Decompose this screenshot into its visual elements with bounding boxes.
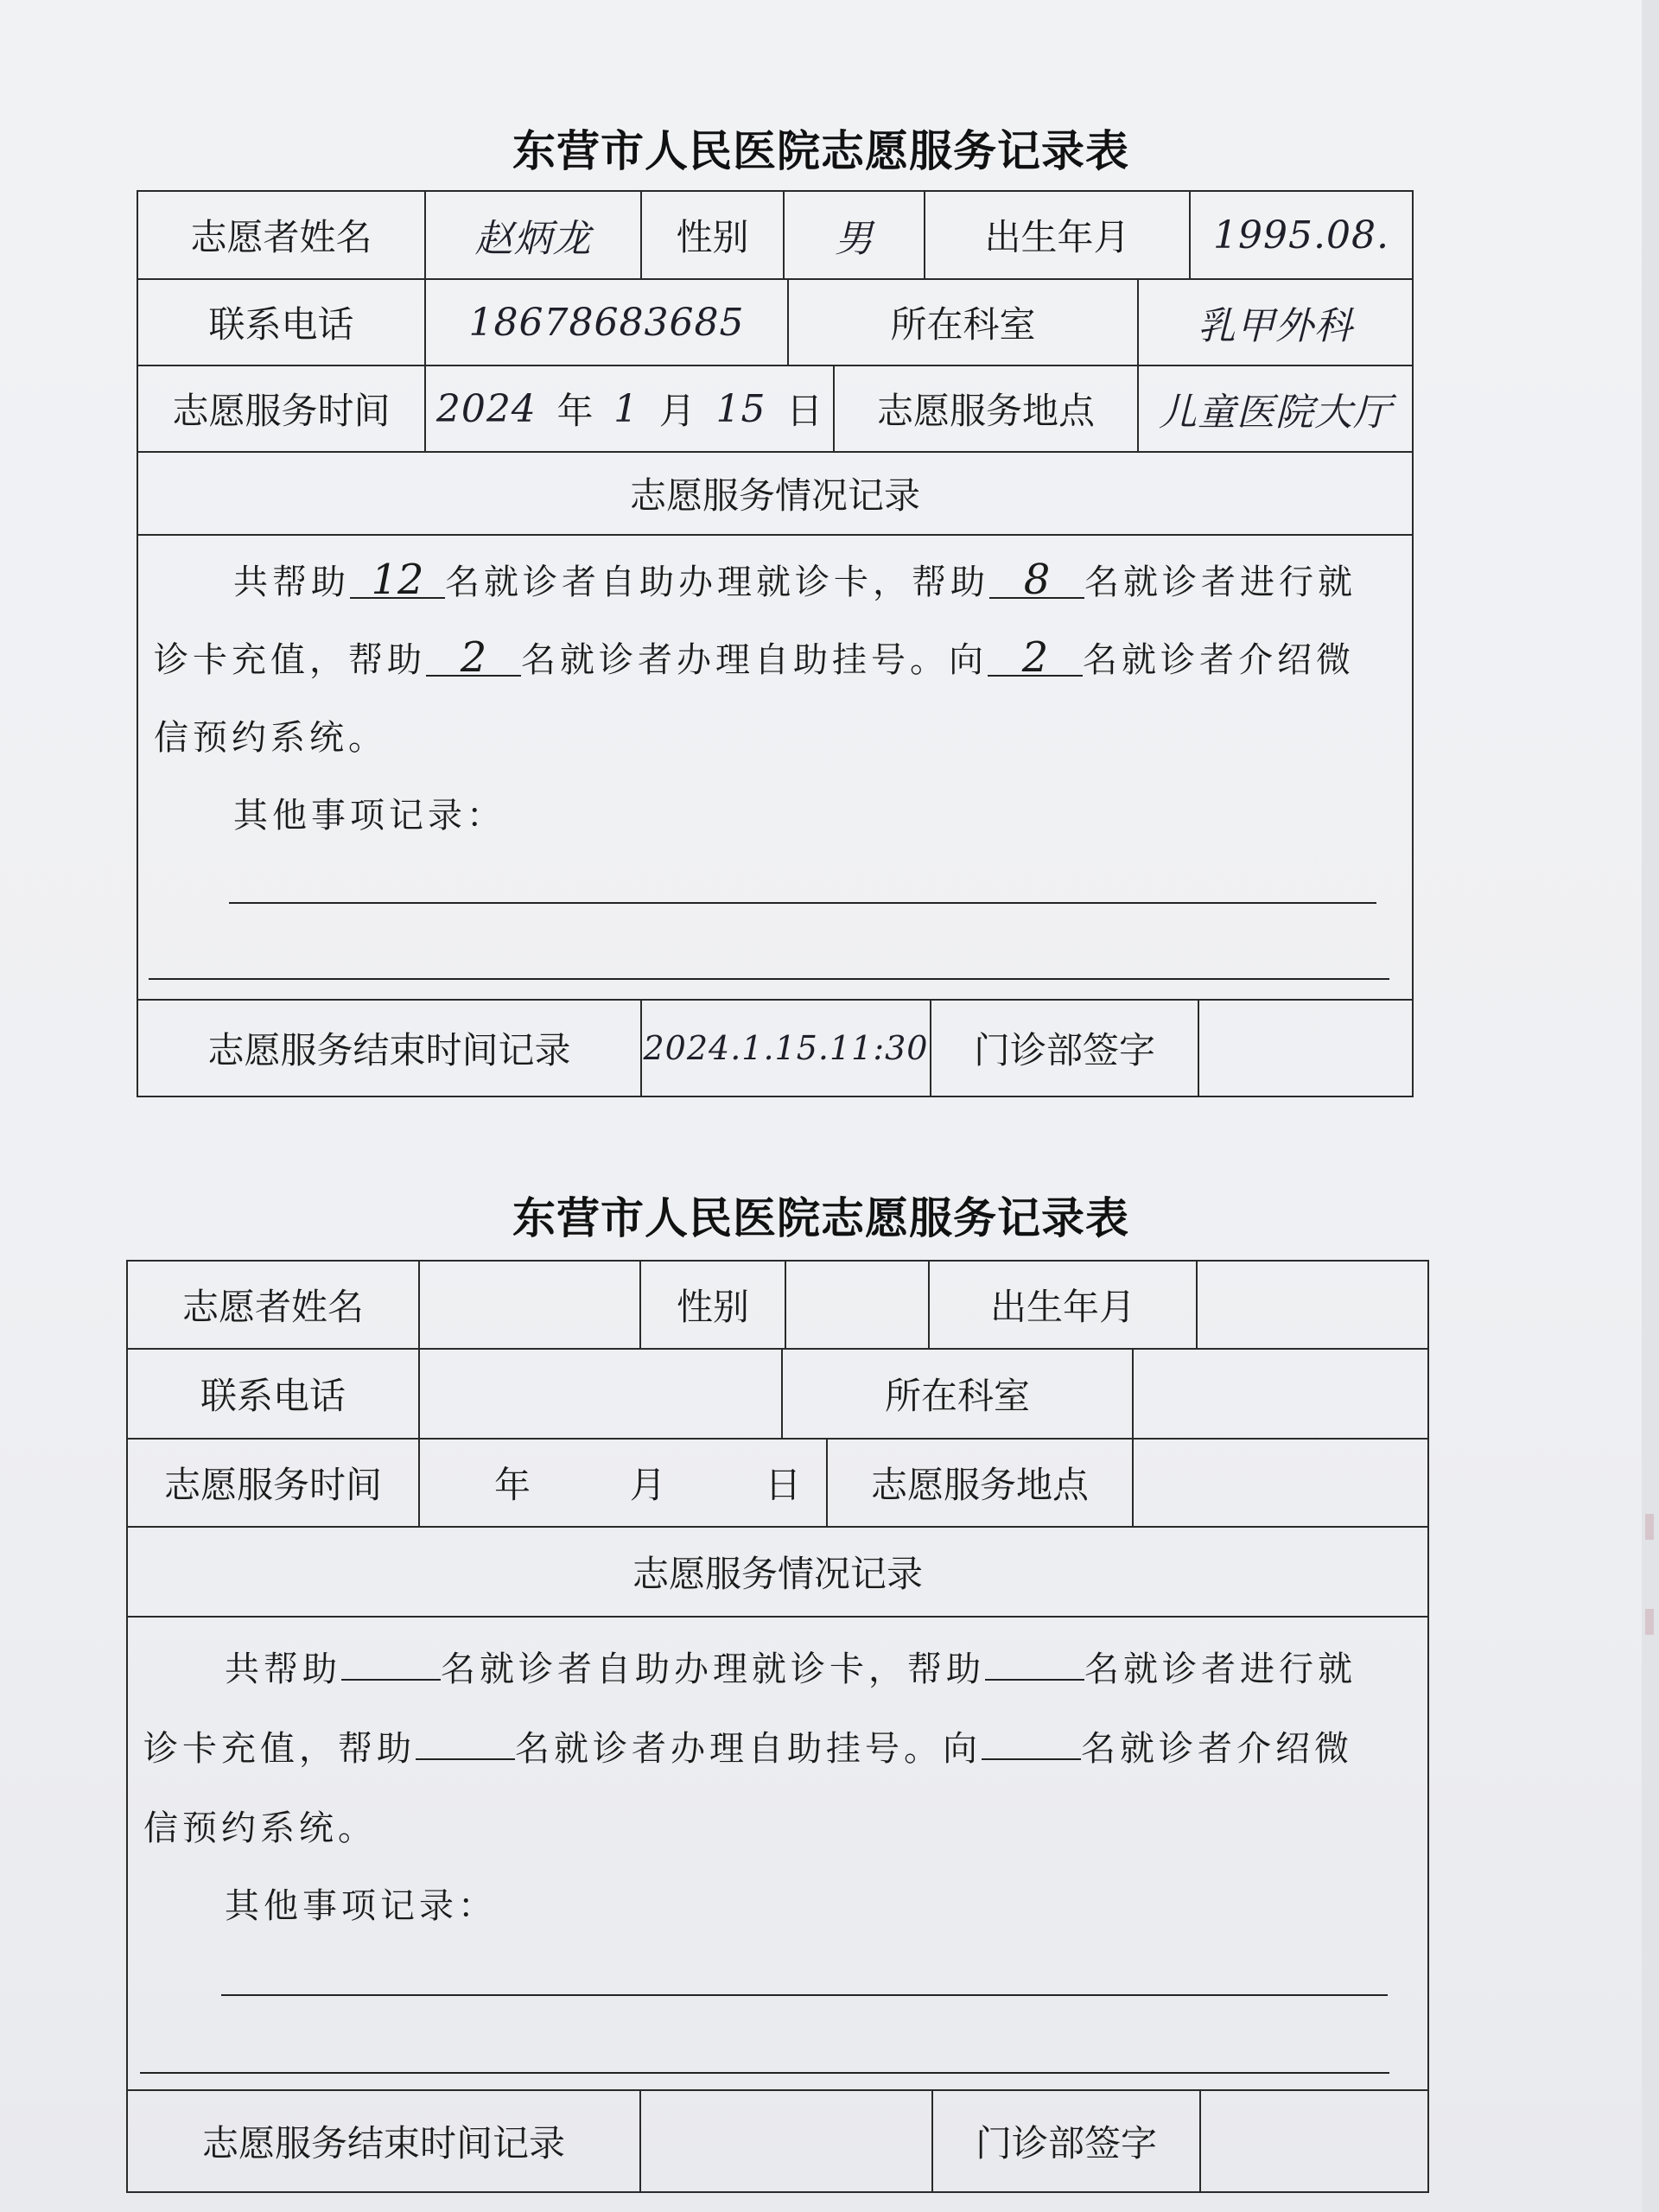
field-birth[interactable] [1198,1262,1427,1350]
field-service-date[interactable] [426,366,835,453]
form-2 [0,1123,1642,2212]
blank-help-wechat[interactable]: 2 [988,640,1083,677]
field-gender[interactable]: 男 [785,192,925,280]
record-line-1: 共帮助 名就诊者自助办理就诊卡，帮助 名就诊者进行就 [225,1649,1357,1689]
other-matters-label: 其他事项记录： [233,796,505,836]
field-month: 1 [613,386,639,431]
field-department[interactable] [1134,1350,1427,1440]
blank-help-register[interactable]: 2 [426,640,521,677]
field-service-place[interactable] [1134,1440,1427,1528]
label-birth: 出生年月 [930,1262,1198,1350]
label-phone: 联系电话 [128,1350,420,1440]
label-name: 志愿者姓名 [138,192,426,280]
field-phone[interactable] [420,1350,783,1440]
field-phone[interactable]: 18678683685 [426,280,789,366]
label-department: 所在科室 [789,280,1139,366]
label-gender: 性别 [641,1262,786,1350]
record-body [138,536,1412,1001]
other-matters-line[interactable] [149,978,1389,980]
label-day: 日 [786,390,823,432]
label-month: 月 [629,1464,666,1506]
record-line-1: 共帮助 12 名就诊者自助办理就诊卡，帮助 8 名就诊者进行就 [233,556,1357,604]
label-signature: 门诊部签字 [931,1001,1199,1096]
label-service-time: 志愿服务时间 [128,1440,420,1528]
record-line-2: 诊卡充值，帮助 2 名就诊者办理自助挂号。向 2 名就诊者介绍微 [154,633,1355,682]
page-edge [1642,0,1659,2212]
label-service-place: 志愿服务地点 [835,366,1139,453]
label-department: 所在科室 [783,1350,1134,1440]
record-line-3: 信预约系统。 [154,718,387,758]
form-table [137,190,1414,1097]
field-end-time[interactable]: 2024.1.15.11:30 [642,1001,931,1096]
field-day: 15 [715,386,766,431]
label-end-time: 志愿服务结束时间记录 [138,1001,642,1096]
field-end-time[interactable] [641,2091,933,2191]
label-phone: 联系电话 [138,280,426,366]
form-title: 东营市人民医院志愿服务记录表 [512,1192,1129,1243]
label-service-place: 志愿服务地点 [828,1440,1134,1528]
label-gender: 性别 [642,192,785,280]
record-header: 志愿服务情况记录 [128,1528,1427,1618]
field-gender[interactable] [786,1262,930,1350]
field-service-place[interactable]: 儿童医院大厅 [1139,366,1412,453]
field-year: 2024 [435,386,537,431]
label-end-time: 志愿服务结束时间记录 [128,2091,641,2191]
field-service-date[interactable] [420,1440,828,1528]
form-title: 东营市人民医院志愿服务记录表 [512,125,1129,176]
field-name[interactable] [420,1262,641,1350]
field-signature[interactable] [1201,2091,1427,2191]
page-edge-mark [1645,1514,1654,1540]
record-body [128,1618,1427,2091]
blank-help-card[interactable]: 12 [350,563,445,599]
other-matters-label: 其他事项记录： [225,1886,497,1926]
blank-help-wechat[interactable] [982,1758,1081,1760]
field-name[interactable]: 赵炳龙 [426,192,642,280]
blank-help-recharge[interactable]: 8 [989,563,1084,599]
field-signature[interactable] [1199,1001,1412,1096]
label-signature: 门诊部签字 [933,2091,1201,2191]
record-header: 志愿服务情况记录 [138,453,1412,536]
label-name: 志愿者姓名 [128,1262,420,1350]
record-line-3: 信预约系统。 [143,1808,377,1848]
blank-help-register[interactable] [416,1758,515,1760]
page-edge-mark [1645,1609,1654,1635]
field-department[interactable]: 乳甲外科 [1139,280,1412,366]
blank-help-card[interactable] [341,1679,441,1681]
label-year: 年 [556,390,594,432]
label-day: 日 [765,1464,802,1506]
label-month: 月 [658,390,696,432]
label-birth: 出生年月 [925,192,1191,280]
other-matters-line[interactable] [221,1994,1388,1996]
field-birth[interactable]: 1995.08. [1191,192,1412,280]
other-matters-line[interactable] [140,2072,1389,2074]
label-year: 年 [493,1464,531,1506]
blank-help-recharge[interactable] [985,1679,1084,1681]
form-table [126,1260,1429,2193]
label-service-time: 志愿服务时间 [138,366,426,453]
other-matters-line[interactable] [229,902,1376,904]
record-line-2: 诊卡充值，帮助 名就诊者办理自助挂号。向 名就诊者介绍微 [143,1729,1353,1769]
